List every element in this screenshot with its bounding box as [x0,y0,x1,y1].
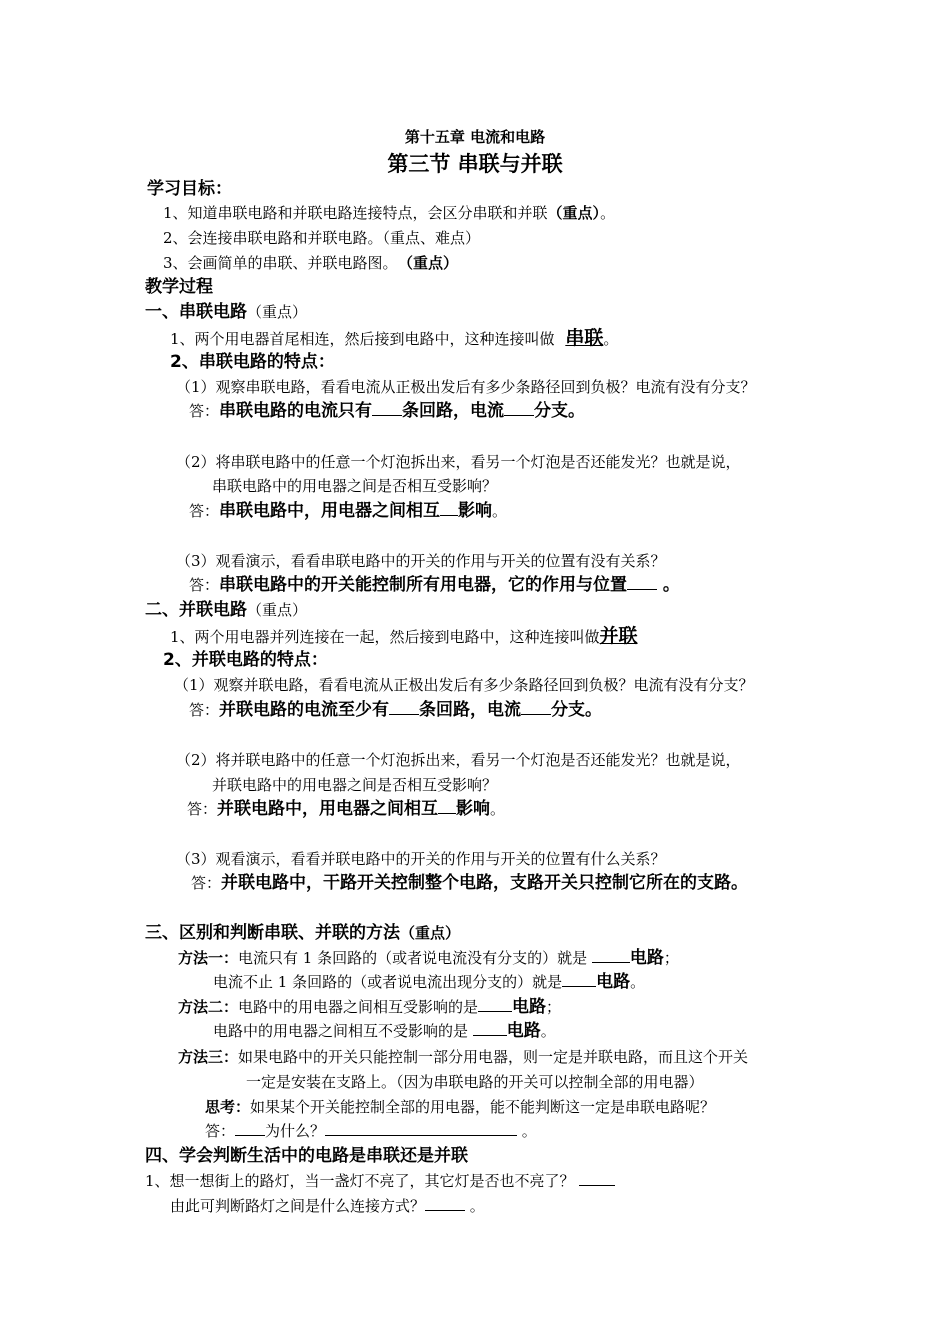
life-q1-text: 1、想一想街上的路灯，当一盏灯不亮了，其它灯是否也不亮了？ [145,1172,575,1190]
parallel-q1: （1）观察并联电路，看看电流从正极出发后有多少条路径回到负极？电流有没有分支？ [174,676,754,694]
method-1b-end: 。 [630,973,646,991]
think-text: 如果某个开关能控制全部的用电器，能不能判断这一定是串联电路呢？ [250,1098,716,1116]
think-label: 思考： [205,1098,251,1116]
series-a2-b: 影响 [458,501,493,521]
method-1a [178,948,679,968]
parallel-a3-a: 并联电路中，干路开关控制整个电路，支路开关只控制它所在的支路。 [221,873,749,893]
goal-1-end: 。 [600,204,616,222]
methods-title: 三、区别和判断串联、并联的方法 [145,923,400,943]
goal-2: 2、会连接串联电路和并联电路。（重点、难点） [163,229,481,247]
method-1a-end: ； [663,949,679,967]
series-a3-end: 。 [657,575,680,595]
method-2a-term: 电路 [512,997,547,1017]
think-answer-why: 为什么？ [265,1122,326,1140]
series-a2-end: 。 [492,502,508,520]
life-q1 [145,1171,615,1191]
series-a1-c: 分支。 [534,401,586,421]
think [205,1097,715,1117]
series-a1-a: 串联电路的电流只有 [219,401,373,421]
goal-1 [163,203,615,223]
parallel-a1-prefix: 答： [189,701,220,719]
method-2a-blank[interactable] [478,997,512,1012]
series-a3-prefix: 答： [189,576,220,594]
parallel-q3: （3）观看演示，看看并联电路中的开关的作用与开关的位置有什么关系？ [176,850,666,868]
method-1-label: 方法一： [178,949,239,967]
method-1b-term: 电路 [596,972,631,992]
method-3a-text: 如果电路中的开关只能控制一部分用电器，则一定是并联电路，而且这个开关 [238,1048,749,1066]
series-a2-blank[interactable] [440,501,458,516]
life-q1b-text: 由此可判断路灯之间是什么连接方式？ [170,1197,426,1215]
goal-3-key: （重点） [405,254,459,272]
life-q1b-blank[interactable] [425,1196,465,1211]
parallel-a1-b: 条回路，电流 [419,700,522,720]
series-a3-blank[interactable] [627,575,657,590]
goal-3 [163,253,458,273]
parallel-heading [145,600,307,620]
series-features-title: 2、串联电路的特点： [170,352,335,372]
method-2b-text: 电路中的用电器之间相互不受影响的是 [213,1022,473,1040]
method-1a-term: 电路 [629,948,664,968]
life-title: 四、学会判断生活中的电路是串联还是并联 [145,1146,468,1166]
series-def-text: 1、两个用电器首尾相连，然后接到电路中，这种连接叫做 [170,330,555,348]
series-a2-a: 串联电路中，用电器之间相互 [219,501,441,521]
series-a1-blank-2[interactable] [504,401,534,416]
method-1b-blank[interactable] [562,972,596,987]
parallel-a2-a: 并联电路中，用电器之间相互 [217,799,439,819]
method-1b-text: 电流不止 1 条回路的（或者说电流出现分支的）就是 [213,973,563,991]
parallel-a1-blank-2[interactable] [521,700,551,715]
parallel-a1-blank-1[interactable] [389,700,419,715]
parallel-a3 [191,873,748,893]
method-3b: 一定是安装在支路上。（因为串联电路的开关可以控制全部的用电器） [246,1073,704,1091]
series-a3-a: 串联电路中的开关能控制所有用电器，它的作用与位置 [219,575,628,595]
method-2a-text: 电路中的用电器之间相互受影响的是 [238,998,479,1016]
method-1a-blank[interactable] [592,948,630,963]
series-a2 [189,501,507,521]
method-2b [213,1021,556,1041]
parallel-def-term: 并联 [599,625,638,647]
series-a1 [189,401,585,421]
think-answer-end: 。 [517,1122,537,1140]
method-2a-end: ； [546,998,562,1016]
series-q3: （3）观看演示，看看串联电路中的开关的作用与开关的位置有没有关系？ [176,552,666,570]
series-a3 [189,575,680,595]
method-2a [178,997,561,1017]
series-note: （重点） [247,303,308,321]
chapter-title: 第十五章 电流和电路 [404,128,546,146]
life-q1b-end: 。 [465,1197,485,1215]
series-a1-blank-1[interactable] [372,401,402,416]
series-definition [170,327,618,350]
parallel-q2b: 并联电路中的用电器之间是否相互受影响？ [212,776,498,794]
parallel-note: （重点） [247,601,308,619]
parallel-q2a: （2）将并联电路中的任意一个灯泡拆出来，看另一个灯泡是否还能发光？也就是说， [176,751,741,769]
parallel-a3-prefix: 答： [191,874,222,892]
life-q1b [170,1196,485,1216]
parallel-definition [170,625,638,648]
method-2b-end: 。 [540,1022,556,1040]
goal-3-text: 3、会画简单的串联、并联电路图。 [163,254,398,272]
parallel-a1-c: 分支。 [551,700,603,720]
method-2b-blank[interactable] [473,1021,507,1036]
think-answer-blank-1[interactable] [235,1121,265,1136]
think-answer-prefix: 答： [205,1122,236,1140]
series-title: 一、串联电路 [145,302,247,322]
series-q1: （1）观察串联电路，看看电流从正极出发后有多少条路径回到负极？电流有没有分支？ [176,378,756,396]
series-a2-prefix: 答： [189,502,220,520]
series-a1-prefix: 答： [189,402,220,420]
parallel-a2-b: 影响 [456,799,491,819]
section-title: 第三节 串联与并联 [387,152,563,176]
parallel-a2-prefix: 答： [187,800,218,818]
series-def-end: 。 [603,330,619,348]
think-answer [205,1121,537,1141]
parallel-a2 [187,799,505,819]
parallel-def-text: 1、两个用电器并列连接在一起，然后接到电路中，这种连接叫做 [170,628,600,646]
think-answer-blank-2[interactable] [325,1121,517,1136]
method-2b-term: 电路 [506,1021,541,1041]
methods-note: （重点） [400,924,461,942]
parallel-a1-a: 并联电路的电流至少有 [219,700,390,720]
method-1a-text: 电流只有 1 条回路的（或者说电流没有分支的）就是 [238,949,592,967]
method-3a [178,1047,748,1067]
goal-1-key: （重点） [547,204,601,222]
methods-heading [145,923,460,943]
method-1b [213,972,645,992]
goal-1-text: 1、知道串联电路和并联电路连接特点，会区分串联和并联 [163,204,548,222]
parallel-a2-blank[interactable] [438,799,456,814]
series-q2b: 串联电路中的用电器之间是否相互受影响？ [212,477,498,495]
goals-title: 学习目标： [147,179,232,199]
series-a1-b: 条回路，电流 [402,401,505,421]
parallel-title: 二、并联电路 [145,600,247,620]
method-2-label: 方法二： [178,998,239,1016]
process-title: 教学过程 [145,277,213,297]
parallel-a1 [189,700,602,720]
series-heading [145,302,307,322]
parallel-a2-end: 。 [490,800,506,818]
parallel-features-title: 2、并联电路的特点： [163,650,328,670]
series-def-term: 串联 [565,327,604,349]
life-q1-blank[interactable] [579,1171,615,1186]
method-3-label: 方法三： [178,1048,239,1066]
series-q2a: （2）将串联电路中的任意一个灯泡拆出来，看另一个灯泡是否还能发光？也就是说， [176,453,741,471]
